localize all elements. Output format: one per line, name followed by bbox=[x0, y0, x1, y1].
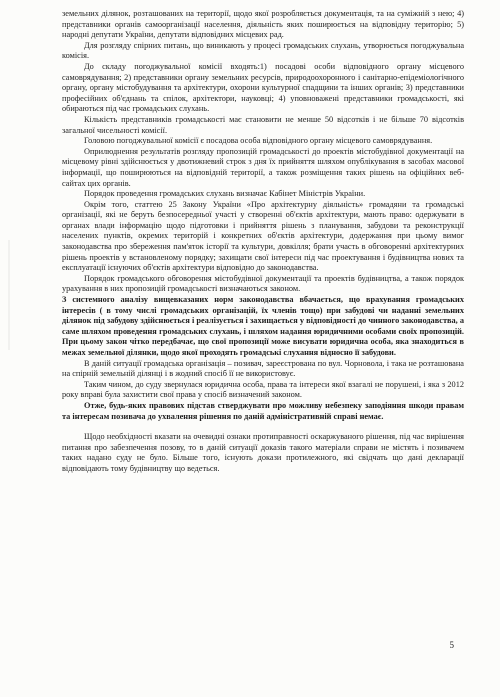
paragraph-3: До складу погоджувальної комісії входять:1) посадові особи відповідного органу місцевого самоврядування; 2) представники органу земельних ресурсів, природоохоронного і санітарно-епідеміологічного органу, органу містобудування та архітектури, охорони культурної спадщини та інших органів; 3) представники професійних об'єднань та спілок, архітектори, науковці; 4) уповноважені представники громадськості, які обираються під час громадських слухань. bbox=[62, 61, 464, 114]
paragraph-6: Оприлюднення результатів розгляду пропозицій громадськості до проектів містобудівної документації на місцевому рівні здійснюється у двотижневий строк з дня їх прийняття шляхом опублікування в засобах масової інформації, що поширюються на відповідній території, а також розміщення таких рішень на офіційних веб-сайтах цих органів. bbox=[62, 146, 464, 188]
paragraph-5: Головою погоджувальної комісії є посадова особа відповідного органу місцевого самоврядування. bbox=[84, 136, 433, 146]
paragraph-7: Порядок проведення громадських слухань визначає Кабінет Міністрів України. bbox=[84, 189, 366, 199]
paragraph-1: земельних ділянок, розташованих на території, щодо якої розробляється документація, та на суміжній з нею; 4) представники органів самоорганізації населення, діяльність яких поширюється на відповідну територію; 5) народні депутати України, депутати відповідних місцевих рад. bbox=[62, 9, 464, 40]
paragraph-14: Щодо необхідності вказати на очевидні ознаки протиправності оскаржуваного рішення, під час вирішення питання про забезпечення позову, то в даній ситуації доказів такого матеріали справи не містять і позивачем таких надано суду не було. Більше того, існують докази протилежного, які свідчать що дані декларації відповідають тому будівництву що ведеться. bbox=[62, 432, 464, 473]
page-number: 5 bbox=[449, 640, 454, 651]
paragraph-13-bold: Отже, будь-яких правових підстав стверджувати про можливу небезпеку заподіяння шкоди правам та інтересам позивача до ухвалення рішення по даній адміністративній справі немає. bbox=[62, 400, 464, 421]
paragraph-4: Кількість представників громадськості має становити не менше 50 відсотків і не більше 70 відсотків загальної чисельності комісії. bbox=[62, 114, 464, 135]
paragraph-11: В даній ситуації громадська організація – позивач, зареєстрована по вул. Чорновола, і така не розташована на спірній земельній ділянці і в жодний спосіб її не використовує. bbox=[62, 358, 464, 379]
paragraph-8: Окрім того, статтею 25 Закону України «Про архітектурну діяльність» громадяни та громадські організації, які не беруть безпосередньої участі у створенні об'єктів архітектури, мають право: одержувати в органах влади інформацію щодо підготовки і прийняття рішень з планування, забудови та реконструкції населених пунктів, окремих територій і конкретних об'єктів архітектури, додержання при цьому вимог законодавства про збереження пам'яток історії та культури, довкілля; брати участь в обговоренні архітектурних рішень проектів у встановленому порядку; захищати свої інтереси під час проектування і будівництва нових та експлуатації існуючих об'єктів архітектури відповідно до законодавства. bbox=[62, 199, 464, 273]
scan-margin-shadow bbox=[8, 240, 10, 350]
paragraph-9: Порядок громадського обговорення містобудівної документації та проектів будівництва, а також порядок урахування в них пропозицій громадськості визначаються законом. bbox=[62, 273, 464, 294]
paragraph-12: Таким чином, до суду звернулася юридична особа, права та інтереси якої взагалі не порушені, і яка з 2012 року вправі була захистити свої права у спосіб визначений законом. bbox=[62, 379, 464, 400]
paragraph-2: Для розгляду спірних питань, що виникають у процесі громадських слухань, утворюється погоджувальна комісія. bbox=[62, 40, 464, 61]
paragraph-10-bold: З системного аналізу вищевказаних норм законодавства вбачається, що врахування громадських інтересів ( в тому числі громадських організацій, їх членів тощо) при забудові чи наданні земельних ділянок під забудову здійснюється і реалізується і захищається у відповідності до чинного законодавства, а саме шляхом проведення громадських слухань, і шляхом надання юридичними особами своїх пропозицій. При цьому закон чітко передбачає, що свої пропозиції може висувати юридична особа, яка знаходиться в межах земельної ділянки, щодо якої проходять громадські слухання відносно її забудови. bbox=[62, 295, 464, 357]
